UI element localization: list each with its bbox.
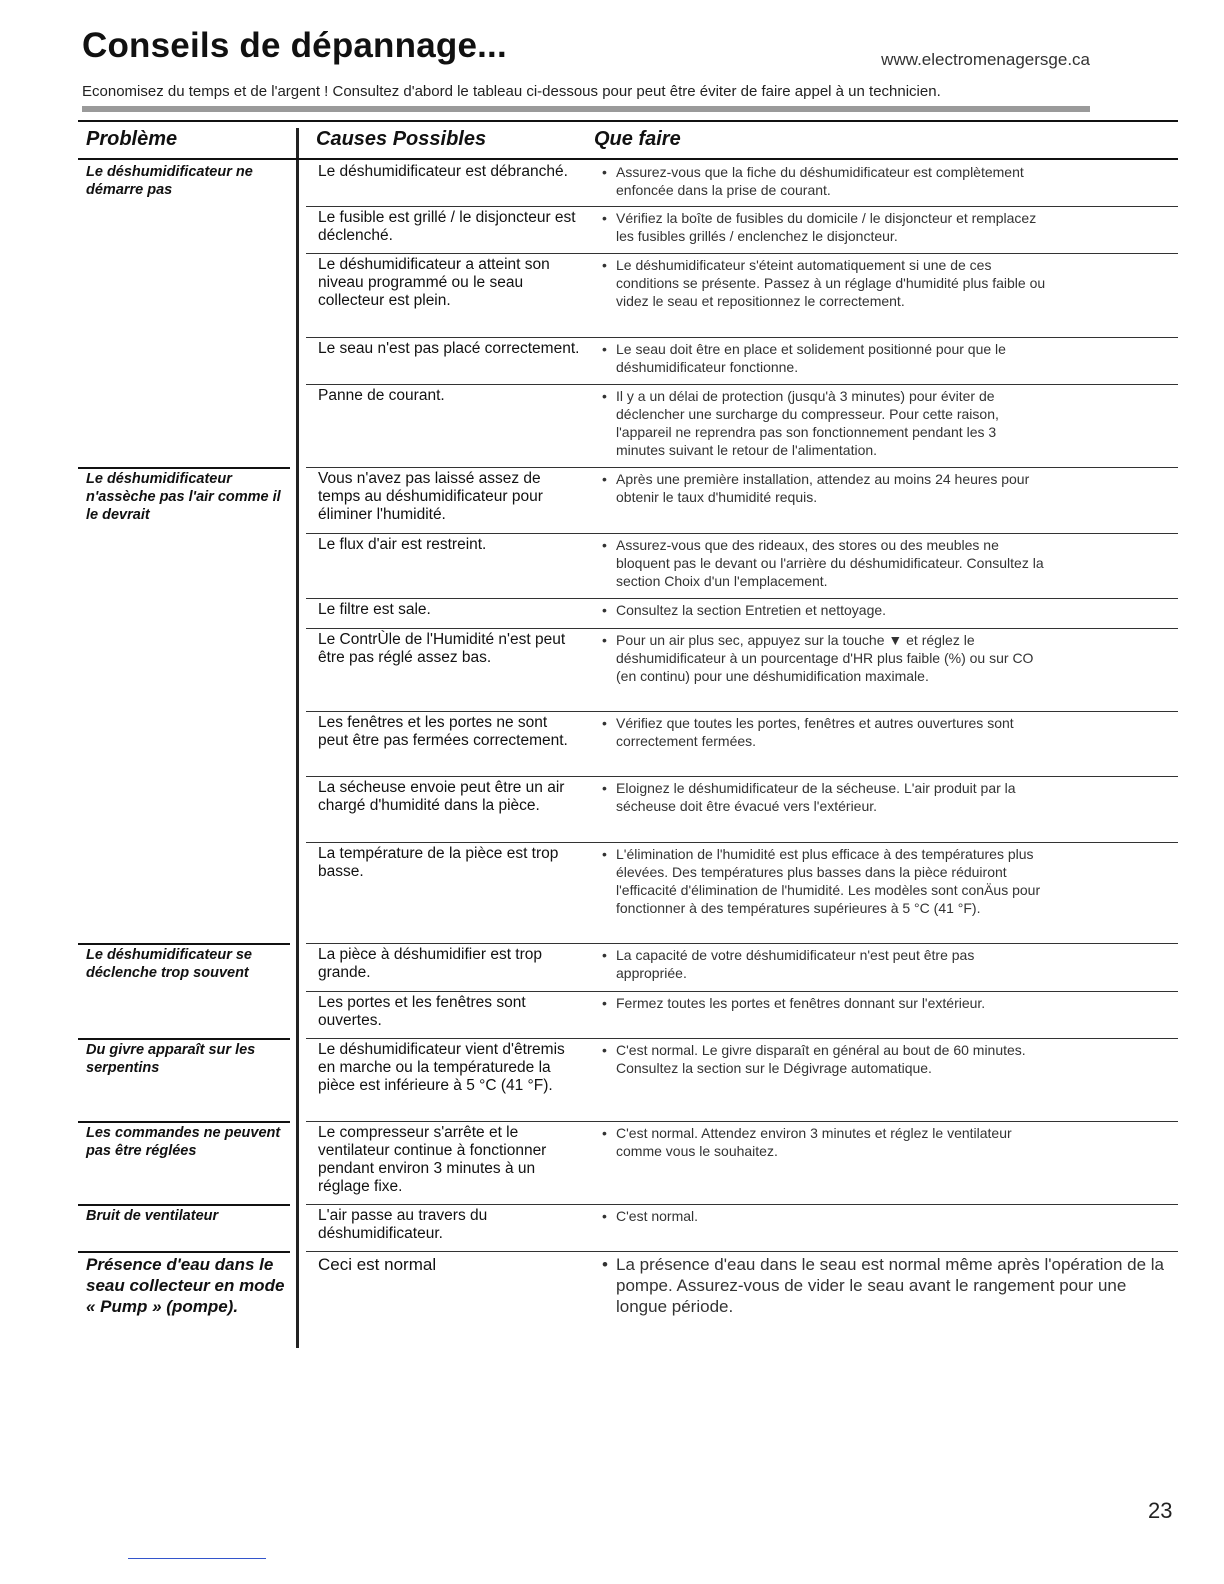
problem-label: Le déshumidificateur se déclenche trop souvent — [86, 947, 252, 981]
bullet-icon: • — [602, 471, 607, 487]
solution-text: • Assurez-vous que des rideaux, des stores ou des meubles ne bloquent pas le devant ou l'arrière du déshumidificateur. Consultez la section Choix d'un l'emplacement. — [602, 537, 1044, 589]
problem-divider — [78, 1038, 290, 1040]
solution-text: • L'élimination de l'humidité est plus efficace à des températures plus élevées. Des températures plus basses dans la pièce réduiront l'efficacité d'élimination de l'humidité. Les modèles sont conÄus pour fonctionner à des températures supérieures à 5 °C (41 °F). — [602, 846, 1041, 916]
cause-text: Vous n'avez pas laissé assez de temps au déshumidificateur pour éliminer l'humidité. — [318, 470, 543, 523]
row-divider — [306, 711, 1178, 712]
problem-label: Le déshumidificateur n'assèche pas l'air comme il le devrait — [86, 471, 281, 523]
row-divider — [306, 467, 1178, 468]
bullet-icon: • — [602, 1255, 608, 1274]
row-divider — [306, 776, 1178, 777]
bullet-icon: • — [602, 257, 607, 273]
table-header-rule — [78, 158, 1178, 160]
solution-text: • Vérifiez que toutes les portes, fenêtres et autres ouvertures sont correctement fermées. — [602, 715, 1014, 749]
cause-text: L'air passe au travers du déshumidificateur. — [318, 1207, 488, 1242]
solution-text: • C'est normal. Le givre disparaît en général au bout de 60 minutes. Consultez la section sur le Dégivrage automatique. — [602, 1042, 1026, 1076]
problem-label: Présence d'eau dans le seau collecteur en mode « Pump » (pompe). — [86, 1255, 285, 1316]
bullet-icon: • — [602, 846, 607, 862]
bullet-icon: • — [602, 1208, 607, 1224]
problem-divider — [78, 467, 290, 469]
solution-text: • Fermez toutes les portes et fenêtres donnant sur l'extérieur. — [602, 995, 986, 1011]
cause-text: Ceci est normal — [318, 1255, 437, 1274]
row-divider — [306, 1251, 1178, 1252]
bullet-icon: • — [602, 210, 607, 226]
cause-text: La pièce à déshumidifier est trop grande. — [318, 946, 543, 981]
cause-text: Les portes et les fenêtres sont ouvertes. — [318, 994, 526, 1029]
row-divider — [306, 1038, 1178, 1039]
solution-text: • Assurez-vous que la fiche du déshumidificateur est complètement enfoncée dans la prise de courant. — [602, 164, 1024, 198]
website-link[interactable]: www.electromenagersge.ca — [881, 50, 1090, 69]
row-divider — [306, 253, 1178, 254]
column-header-solution: Que faire — [594, 128, 681, 150]
problem-label: Du givre apparaît sur les serpentins — [86, 1042, 256, 1076]
cause-text: Le ContrÙle de l'Humidité n'est peut être pas réglé assez bas. — [318, 631, 566, 666]
row-divider — [306, 628, 1178, 629]
problem-divider — [78, 1251, 290, 1253]
bullet-icon: • — [602, 780, 607, 796]
cause-text: Le fusible est grillé / le disjoncteur est déclenché. — [318, 209, 576, 244]
cause-text: La sécheuse envoie peut être un air chargé d'humidité dans la pièce. — [318, 779, 565, 814]
page-subtitle: Economisez du temps et de l'argent ! Consultez d'abord le tableau ci-dessous pour peut être éviter de faire appel à un technicien. — [82, 83, 941, 100]
cause-text: Le filtre est sale. — [318, 601, 431, 618]
bullet-icon: • — [602, 341, 607, 357]
row-divider — [306, 598, 1178, 599]
solution-text: • Eloignez le déshumidificateur de la sécheuse. L'air produit par la sécheuse doit être évacué vers l'extérieur. — [602, 780, 1016, 814]
table-top-rule — [78, 120, 1178, 122]
solution-text: • La capacité de votre déshumidificateur n'est peut être pas appropriée. — [602, 947, 975, 981]
bullet-icon: • — [602, 1042, 607, 1058]
row-divider — [306, 1121, 1178, 1122]
cause-text: Le seau n'est pas placé correctement. — [318, 340, 580, 357]
column-header-problem: Problème — [86, 128, 178, 150]
page-title: Conseils de dépannage... — [82, 26, 507, 65]
row-divider — [306, 842, 1178, 843]
solution-text: • Le déshumidificateur s'éteint automatiquement si une de ces conditions se présente. Passez à un réglage d'humidité plus faible ou videz le seau et repositionnez le correctement. — [602, 257, 1046, 309]
problem-divider — [78, 943, 290, 945]
bullet-icon: • — [602, 1125, 607, 1141]
row-divider — [306, 384, 1178, 385]
header-divider — [82, 106, 1090, 112]
problem-divider — [78, 1121, 290, 1123]
bullet-icon: • — [602, 164, 607, 180]
row-divider — [306, 991, 1178, 992]
bullet-icon: • — [602, 715, 607, 731]
row-divider — [306, 206, 1178, 207]
bullet-icon: • — [602, 602, 607, 618]
page-number: 23 — [1148, 1498, 1173, 1523]
bullet-icon: • — [602, 995, 607, 1011]
row-divider — [306, 337, 1178, 338]
solution-text: • Pour un air plus sec, appuyez sur la touche ▼ et réglez le déshumidificateur à un pourcentage d'HR plus faible (%) ou sur CO (en continu) pour une déshumidification maximale. — [602, 632, 1034, 684]
column-header-causes: Causes Possibles — [316, 128, 487, 150]
bullet-icon: • — [602, 632, 607, 648]
bullet-icon: • — [602, 388, 607, 404]
problem-label: Les commandes ne peuvent pas être réglées — [86, 1125, 281, 1159]
cause-text: Les fenêtres et les portes ne sont peut être pas fermées correctement. — [318, 714, 568, 749]
row-divider — [306, 533, 1178, 534]
solution-text: • La présence d'eau dans le seau est normal même après l'opération de la pompe. Assurez-vous de vider le seau avant le rangement pour une longue période. — [602, 1255, 1164, 1316]
cause-text: Le flux d'air est restreint. — [318, 536, 487, 553]
footer-link-line — [128, 1558, 266, 1559]
problem-divider — [78, 1204, 290, 1206]
solution-text: • C'est normal. Attendez environ 3 minutes et réglez le ventilateur comme vous le souhaitez. — [602, 1125, 1012, 1159]
cause-text: Panne de courant. — [318, 387, 445, 404]
solution-text: • Après une première installation, attendez au moins 24 heures pour obtenir le taux d'humidité requis. — [602, 471, 1030, 505]
cause-text: Le déshumidificateur est débranché. — [318, 163, 568, 180]
solution-text: • Vérifiez la boîte de fusibles du domicile / le disjoncteur et remplacez les fusibles grillés / enclenchez le disjoncteur. — [602, 210, 1037, 244]
cause-text: La température de la pièce est trop basse. — [318, 845, 559, 880]
cause-text: Le compresseur s'arrête et le ventilateur continue à fonctionner pendant environ 3 minutes à un réglage fixe. — [318, 1124, 547, 1195]
row-divider — [306, 1204, 1178, 1205]
bullet-icon: • — [602, 537, 607, 553]
cause-text: Le déshumidificateur vient d'êtremis en marche ou la températurede la pièce est inférieure à 5 °C (41 °F). — [318, 1041, 565, 1094]
solution-text: • Il y a un délai de protection (jusqu'à 3 minutes) pour éviter de déclencher une surcharge du compresseur. Pour cette raison, l'appareil ne reprendra pas son fonctionnement pendant les 3 minutes suivant le retour de l'alimentation. — [602, 388, 999, 458]
solution-text: • C'est normal. — [602, 1208, 699, 1224]
solution-text: • Le seau doit être en place et solidement positionné pour que le déshumidificateur fonctionne. — [602, 341, 1006, 375]
column-divider — [296, 128, 299, 1348]
row-divider — [306, 943, 1178, 944]
bullet-icon: • — [602, 947, 607, 963]
solution-text: • Consultez la section Entretien et nettoyage. — [602, 602, 887, 618]
problem-label: Le déshumidificateur ne démarre pas — [86, 164, 253, 198]
problem-label: Bruit de ventilateur — [86, 1208, 219, 1224]
cause-text: Le déshumidificateur a atteint son niveau programmé ou le seau collecteur est plein. — [318, 256, 550, 309]
